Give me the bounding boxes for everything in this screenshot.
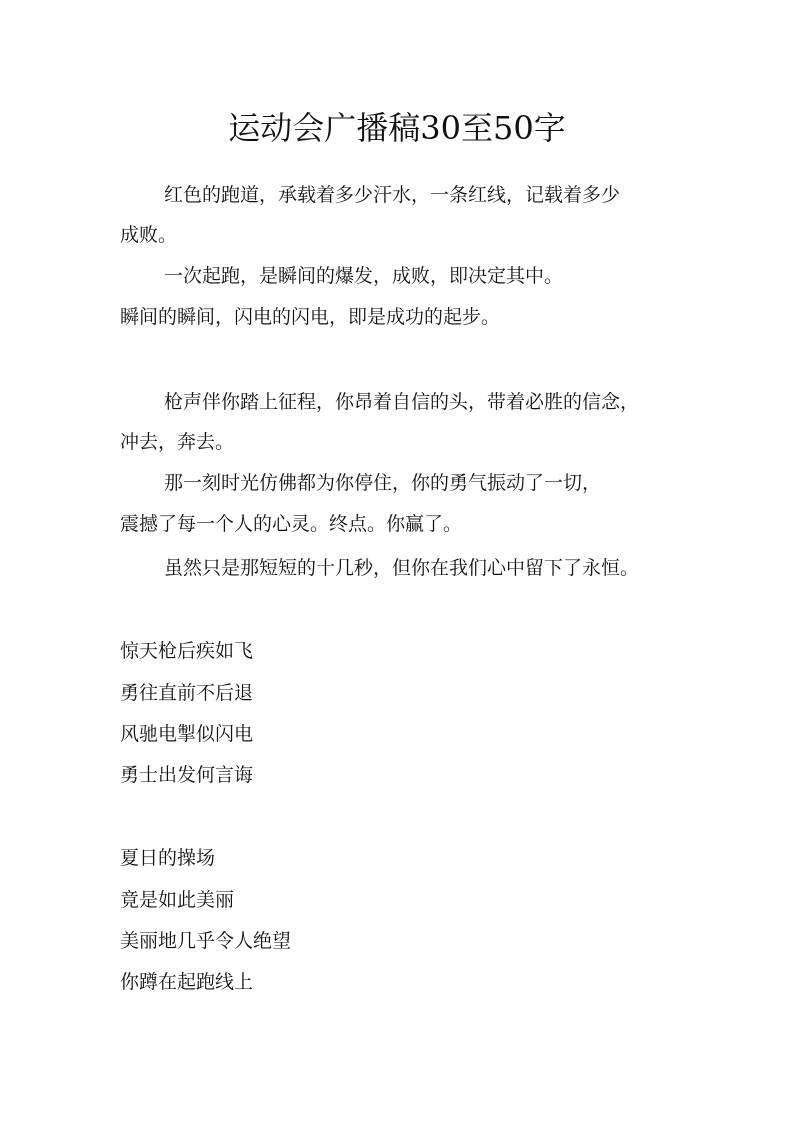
paragraph-line: 红色的跑道，承载着多少汗水，一条红线，记载着多少 [164, 184, 621, 206]
poem-line: 竟是如此美丽 [120, 889, 235, 911]
poem-line: 勇往直前不后退 [120, 682, 254, 704]
paragraph-line: 瞬间的瞬间，闪电的闪电，即是成功的起步。 [120, 306, 501, 328]
paragraph-line: 冲去，奔去。 [120, 431, 235, 453]
poem-line: 你蹲在起跑线上 [120, 971, 254, 993]
poem-line: 惊天枪后疾如飞 [120, 640, 254, 662]
paragraph-line: 一次起跑，是瞬间的爆发，成败，即决定其中。 [164, 265, 564, 287]
document-title: 运动会广播稿30至50字 [228, 109, 566, 147]
paragraph-line: 枪声伴你踏上征程，你昂着自信的头，带着必胜的信念， [164, 391, 640, 413]
paragraph-line: 虽然只是那短短的十几秒，但你在我们心中留下了永恒。 [164, 557, 640, 579]
poem-line: 勇士出发何言诲 [120, 764, 254, 786]
paragraph-line: 成败。 [120, 224, 178, 246]
paragraph-line: 震撼了每一个人的心灵。终点。你赢了。 [120, 513, 463, 535]
poem-line: 风驰电掣似闪电 [120, 723, 254, 745]
paragraph-line: 那一刻时光仿佛都为你停住，你的勇气振动了一切， [164, 472, 602, 494]
poem-line: 夏日的操场 [120, 847, 216, 869]
poem-line: 美丽地几乎令人绝望 [120, 930, 292, 952]
